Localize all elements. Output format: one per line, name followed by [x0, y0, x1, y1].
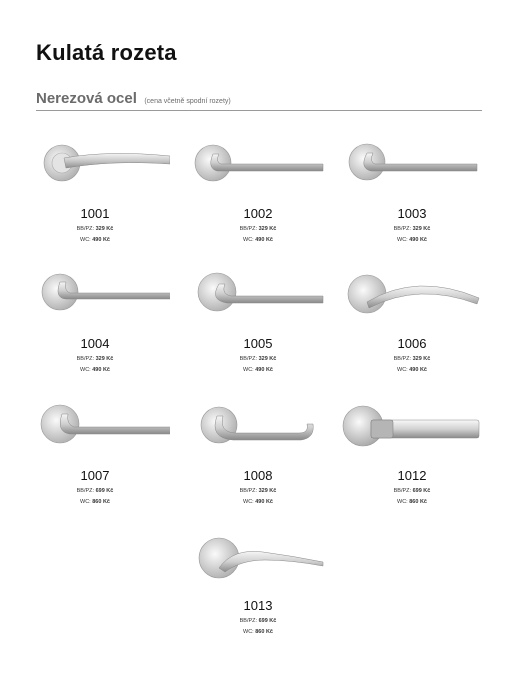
product-code: 1006	[397, 336, 427, 351]
product-card[interactable]	[183, 400, 333, 525]
product-code: 1004	[80, 336, 110, 351]
section-note: (cena včetně spodní rozety)	[144, 98, 231, 105]
product-card[interactable]	[20, 268, 170, 393]
product-card[interactable]	[337, 400, 487, 525]
product-card[interactable]	[183, 138, 333, 263]
price-wc: WC: 860 Kč	[397, 499, 427, 505]
product-code: 1001	[80, 206, 110, 221]
door-handle-icon	[20, 268, 170, 328]
section-header	[36, 90, 482, 111]
price-wc: WC: 860 Kč	[243, 629, 273, 635]
door-handle-icon	[20, 138, 170, 198]
product-code: 1013	[243, 598, 273, 613]
product-code: 1005	[243, 336, 273, 351]
price-bbpz: BB/PZ: 329 Kč	[76, 356, 114, 362]
product-card[interactable]	[20, 138, 170, 263]
door-handle-icon	[183, 268, 333, 328]
door-handle-icon	[337, 138, 487, 198]
price-bbpz: BB/PZ: 329 Kč	[393, 356, 431, 362]
product-code: 1007	[80, 468, 110, 483]
product-code: 1008	[243, 468, 273, 483]
product-card[interactable]	[183, 530, 333, 655]
price-wc: WC: 490 Kč	[243, 237, 273, 243]
price-bbpz: BB/PZ: 329 Kč	[239, 226, 277, 232]
product-card[interactable]	[20, 400, 170, 525]
door-handle-icon	[20, 400, 170, 460]
price-bbpz: BB/PZ: 329 Kč	[239, 356, 277, 362]
product-card[interactable]	[183, 268, 333, 393]
section-title: Nerezová ocel	[36, 90, 137, 107]
price-wc: WC: 490 Kč	[243, 367, 273, 373]
door-handle-icon	[337, 400, 487, 460]
price-bbpz: BB/PZ: 699 Kč	[76, 488, 114, 494]
price-bbpz: BB/PZ: 329 Kč	[393, 226, 431, 232]
door-handle-icon	[183, 530, 333, 590]
price-bbpz: BB/PZ: 699 Kč	[393, 488, 431, 494]
product-code: 1003	[397, 206, 427, 221]
product-code: 1012	[397, 468, 427, 483]
page-title: Kulatá rozeta	[36, 40, 177, 65]
price-bbpz: BB/PZ: 699 Kč	[239, 618, 277, 624]
door-handle-icon	[183, 400, 333, 460]
price-wc: WC: 490 Kč	[397, 237, 427, 243]
door-handle-icon	[183, 138, 333, 198]
price-bbpz: BB/PZ: 329 Kč	[239, 488, 277, 494]
door-handle-icon	[337, 268, 487, 328]
price-wc: WC: 490 Kč	[80, 237, 110, 243]
price-wc: WC: 860 Kč	[80, 499, 110, 505]
price-bbpz: BB/PZ: 329 Kč	[76, 226, 114, 232]
price-wc: WC: 490 Kč	[243, 499, 273, 505]
product-card[interactable]	[337, 138, 487, 263]
product-code: 1002	[243, 206, 273, 221]
product-card[interactable]	[337, 268, 487, 393]
price-wc: WC: 490 Kč	[397, 367, 427, 373]
price-wc: WC: 490 Kč	[80, 367, 110, 373]
